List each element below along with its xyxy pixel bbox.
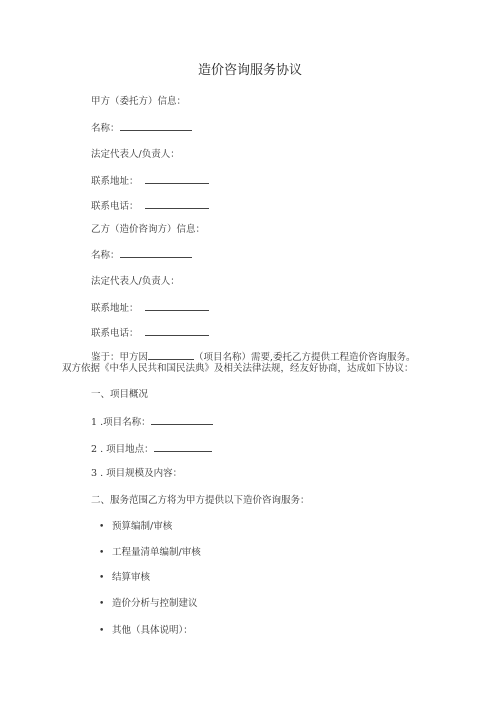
party-a-name-blank xyxy=(120,121,192,131)
service-item-1: 预算编制/审核 xyxy=(112,521,173,532)
party-b-name xyxy=(91,248,192,262)
party-a-address xyxy=(91,174,209,188)
party-a-header: 甲方（委托方）信息： xyxy=(91,96,187,107)
party-b-address-label: 联系地址： xyxy=(91,303,139,314)
party-b-rep-label: 法定代表人/负责人： xyxy=(91,276,180,287)
section-1-heading: 一、项目概况 xyxy=(91,389,149,400)
project-location-label: 2 . 项目地点： xyxy=(91,444,154,455)
preamble-lead: 鉴于：甲方因 xyxy=(91,352,149,363)
preamble-rest: （项目名称）需要,委托乙方提供工程造价咨询服务。 xyxy=(194,352,416,363)
project-name-label: 1 .项目名称： xyxy=(91,417,151,428)
service-item-3: 结算审核 xyxy=(112,572,151,583)
bullet-icon: • xyxy=(99,626,105,636)
project-scale-item: 3 . 项目规模及内容： xyxy=(91,468,183,479)
party-a-phone-blank xyxy=(145,199,209,209)
party-b-name-label: 名称： xyxy=(91,250,120,261)
party-b-phone xyxy=(91,326,209,340)
party-b-address xyxy=(91,301,209,315)
party-b-header: 乙方（造价咨询方）信息： xyxy=(91,224,206,235)
party-a-rep-label: 法定代表人/负责人： xyxy=(91,149,180,160)
preamble-line-1 xyxy=(91,350,416,364)
project-name-blank xyxy=(148,350,194,360)
bullet-icon: • xyxy=(99,599,105,609)
project-name-item xyxy=(91,415,213,429)
service-item-4: 造价分析与控制建议 xyxy=(112,598,198,609)
party-b-phone-blank xyxy=(145,326,209,336)
preamble-line-2: 双方依据《中华人民共和国民法典》及相关法律法规，经友好协商，达成如下协议： xyxy=(62,363,414,374)
bullet-icon: • xyxy=(99,573,105,583)
party-a-address-label: 联系地址： xyxy=(91,176,139,187)
party-a-name-label: 名称： xyxy=(91,123,120,134)
party-a-phone-label: 联系电话： xyxy=(91,201,139,212)
service-item-5: 其他（具体说明）： xyxy=(112,625,193,636)
party-b-address-blank xyxy=(145,301,209,311)
party-a-phone xyxy=(91,199,209,213)
party-b-name-blank xyxy=(120,248,192,258)
service-item-2: 工程量清单编制/审核 xyxy=(112,547,201,558)
bullet-icon: • xyxy=(99,522,105,532)
project-name-field-blank xyxy=(151,415,213,425)
project-location-blank xyxy=(154,442,212,452)
project-location-item xyxy=(91,442,212,456)
party-a-name xyxy=(91,121,192,135)
document-title: 造价咨询服务协议 xyxy=(197,63,302,78)
party-a-address-blank xyxy=(145,174,209,184)
section-2-heading: 二、服务范围乙方将为甲方提供以下造价咨询服务： xyxy=(91,495,310,506)
party-b-phone-label: 联系电话： xyxy=(91,328,139,339)
bullet-icon: • xyxy=(99,548,105,558)
